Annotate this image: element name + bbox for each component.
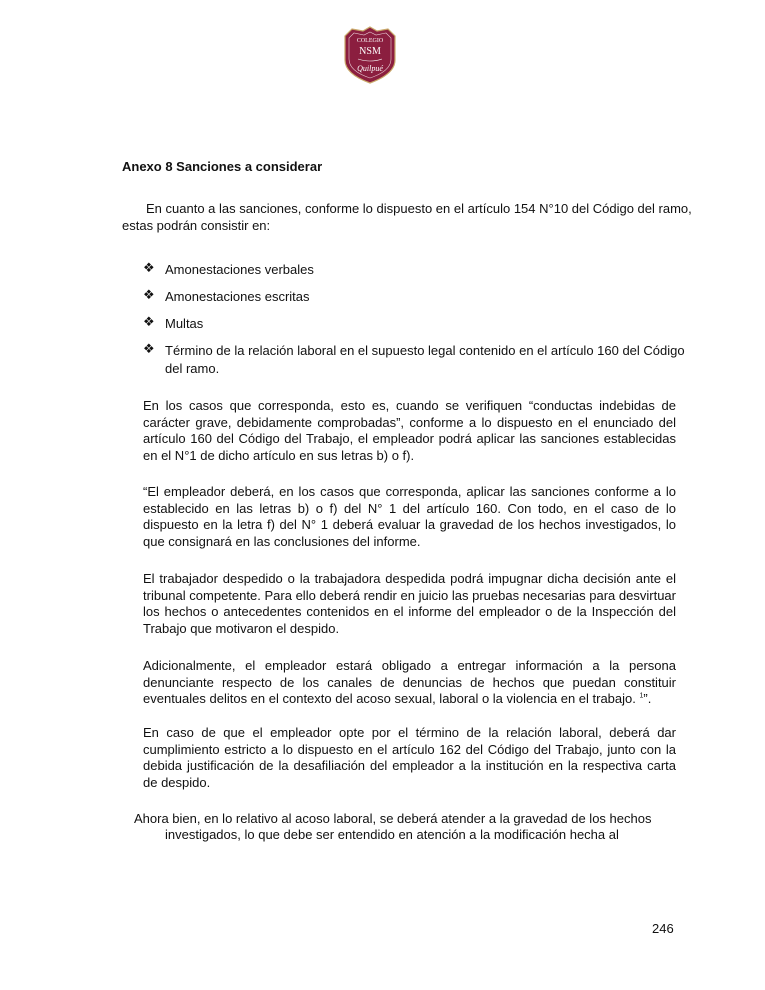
closing-quote: ”. bbox=[643, 691, 652, 706]
bullet-item-multas: Multas bbox=[165, 316, 204, 331]
diamond-bullet-icon: ❖ bbox=[143, 314, 155, 329]
diamond-bullet-icon: ❖ bbox=[143, 287, 155, 302]
logo-text-quilpue: Quilpué bbox=[357, 64, 383, 73]
bullet-item-escritas: Amonestaciones escritas bbox=[165, 289, 310, 304]
ahora-line-1: Ahora bien, en lo relativo al acoso laboral, se deberá atender a la gravedad de los hechos bbox=[134, 811, 652, 826]
paragraph-trabajador: El trabajador despedido o la trabajadora despedida podrá impugnar dicha decisión ante el tribunal competente. Para ello deberá rendir en juicio las pruebas necesarias para desvirtuar los hechos o antecedentes contenidos en el informe del empleador o de la Inspección del Trabajo que motivaron el despido. bbox=[143, 571, 676, 636]
diamond-bullet-icon: ❖ bbox=[143, 341, 155, 356]
intro-line-1: En cuanto a las sanciones, conforme lo dispuesto en el artículo 154 N°10 del Código del ramo, bbox=[146, 201, 692, 216]
paragraph-adicionalmente-text: Adicionalmente, el empleador estará obligado a entregar información a la persona denunciante respecto de los canales de denuncias de hechos que puedan constituir eventuales delitos en el contexto del acoso sexual, laboral o la violencia en el trabajo. bbox=[143, 658, 676, 706]
intro-line-2: estas podrán consistir en: bbox=[122, 218, 271, 233]
diamond-bullet-icon: ❖ bbox=[143, 260, 155, 275]
logo-text-nsm: NSM bbox=[359, 46, 381, 57]
paragraph-casos: En los casos que corresponda, esto es, cuando se verifiquen “conductas indebidas de carácter grave, debidamente comprobadas”, conforme a lo dispuesto en el enunciado del artículo 160 del Código del Trabajo, el empleador podrá aplicar las sanciones establecidas en el N°1 de dicho artículo en sus letras b) o f). bbox=[143, 398, 676, 463]
bullet-item-termino: Término de la relación laboral en el supuesto legal contenido en el artículo 160 del Código del ramo. bbox=[165, 343, 685, 376]
section-title: Anexo 8 Sanciones a considerar bbox=[122, 159, 323, 174]
paragraph-empleador: “El empleador deberá, en los casos que corresponda, aplicar las sanciones conforme a lo establecido en las letras b) o f) del N° 1 del artículo 160. Con todo, en el caso de lo dispuesto en la letra f) del N° 1 deberá evaluar la gravedad de los hechos investigados, lo que consignará en las conclusiones del informe. bbox=[143, 484, 676, 549]
ahora-line-2: investigados, lo que debe ser entendido en atención a la modificación hecha al bbox=[165, 827, 619, 842]
logo-text-colegio: COLEGIO bbox=[356, 38, 384, 44]
bullet-item-verbal: Amonestaciones verbales bbox=[165, 262, 314, 277]
page-number: 246 bbox=[652, 921, 674, 936]
school-crest-logo bbox=[341, 26, 399, 84]
paragraph-termino-relacion: En caso de que el empleador opte por el término de la relación laboral, deberá dar cumplimiento estricto a lo dispuesto en el artículo 162 del Código del Trabajo, junto con la debida justificación de la desafiliación del empleador a la institución en la respectiva carta de despido. bbox=[143, 725, 676, 790]
paragraph-adicionalmente bbox=[143, 658, 676, 708]
footnote-reference: 1 bbox=[639, 692, 644, 700]
